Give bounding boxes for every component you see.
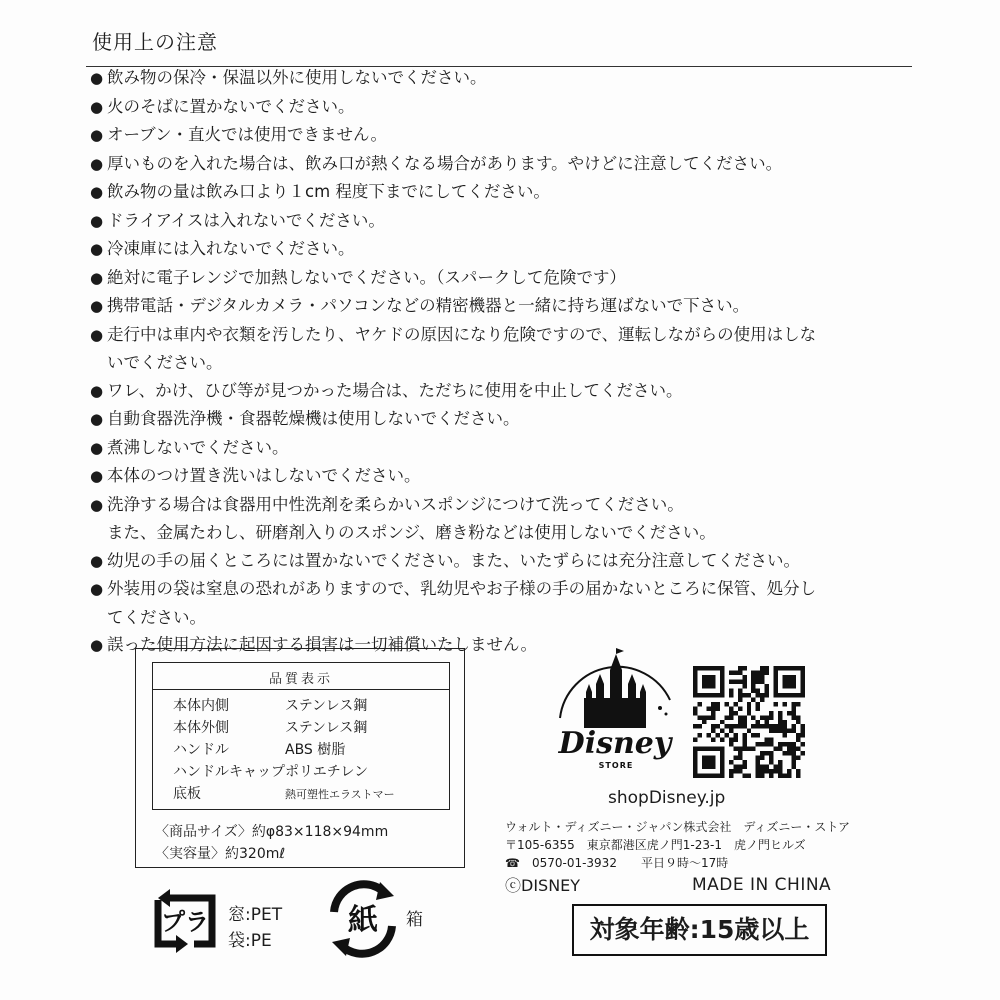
caution-text: 自動食器洗浄機・食器乾燥機は使用しないでください。: [107, 409, 520, 428]
caution-item: [90, 121, 910, 150]
logo-wordmark: Disney: [558, 726, 672, 761]
bullet-icon: ●: [90, 495, 104, 514]
bullet-icon: ●: [90, 154, 104, 173]
caution-text: 冷凍庫には入れないでください。: [107, 239, 355, 258]
caution-item: [90, 93, 910, 122]
quality-table: [152, 662, 450, 810]
caution-text: 絶対に電子レンジで加熱しないでください。（スパークして危険です）: [107, 267, 626, 287]
quality-title: 品質表示: [268, 672, 333, 687]
quality-row: [173, 695, 367, 715]
quality-part: 本体内側: [173, 698, 229, 714]
copyright: ⓒDISNEY: [505, 876, 581, 895]
age-label: 対象年齢:15歳以上: [572, 904, 827, 956]
bullet-icon: ●: [90, 467, 104, 485]
caution-list: [90, 64, 910, 660]
bullet-icon: ●: [90, 580, 104, 598]
company-name: ウォルト・ディズニー・ジャパン株式会社 ディズニー・ストア: [505, 820, 851, 834]
made-in: MADE IN CHINA: [692, 875, 832, 895]
bullet-icon: ●: [90, 325, 104, 344]
caution-text: 洗浄する場合は食器用中性洗剤を柔らかいスポンジにつけて洗ってください。: [107, 494, 684, 514]
disney-store-logo: [540, 648, 690, 778]
quality-material: ポリエチレン: [285, 764, 369, 780]
quality-row: [173, 783, 395, 803]
caution-text: 火のそばに置かないでください。: [107, 96, 355, 116]
material-window: 窓:PET: [228, 905, 283, 925]
caution-item: [90, 150, 910, 179]
bullet-icon: ●: [90, 126, 104, 144]
quality-material: ステンレス鋼: [285, 720, 368, 736]
caution-text: 外装用の袋は窒息の恐れがありますので、乳幼児やお子様の手の届かないところに保管、処分し: [107, 579, 817, 598]
quality-material: ABS 樹脂: [285, 742, 346, 758]
bullet-icon: ●: [90, 183, 104, 201]
bullet-icon: ●: [90, 636, 104, 654]
quality-part: ハンドル: [173, 742, 229, 758]
quality-part: 本体外側: [173, 720, 229, 736]
quality-part: ハンドルキャップ: [173, 764, 285, 780]
caution-text: ドライアイスは入れないでください。: [107, 210, 385, 230]
caution-text: オーブン・直火では使用できません。: [107, 125, 388, 144]
bullet-icon: ●: [90, 438, 104, 457]
caution-text: 本体のつけ置き洗いはしないでください。: [107, 466, 421, 485]
caution-item: [90, 178, 910, 207]
bullet-icon: ●: [90, 410, 104, 428]
caution-item: [90, 434, 910, 463]
shop-url: shopDisney.jp: [608, 788, 726, 808]
caution-item: [90, 292, 910, 321]
logo-store-text: STORE: [598, 761, 634, 770]
caution-item: [90, 207, 910, 236]
bullet-icon: ●: [90, 69, 104, 87]
caution-item: [90, 377, 910, 406]
caution-item: [90, 575, 910, 604]
castle-icon: [584, 648, 646, 728]
caution-item: [90, 547, 910, 576]
company-address: 〒105-6355 東京都港区虎ノ門1-23-1 虎ノ門ヒルズ: [505, 838, 806, 852]
caution-text: また、金属たわし、研磨剤入りのスポンジ、磨き粉などは使用しないでください。: [107, 523, 716, 542]
paper-recycle-icon: [322, 878, 404, 960]
quality-material: ステンレス鋼: [285, 698, 368, 714]
bullet-icon: ●: [90, 97, 104, 116]
caution-heading: 使用上の注意: [92, 30, 218, 54]
caution-text: ワレ、かけ、ひび等が見つかった場合は、ただちに使用を中止してください。: [107, 380, 683, 400]
caution-item: [90, 462, 910, 491]
caution-item: [90, 235, 910, 264]
bullet-icon: ●: [90, 381, 104, 400]
quality-row: [173, 761, 368, 781]
caution-item: [90, 405, 910, 434]
material-bag: 袋:PE: [228, 931, 272, 951]
bullet-icon: ●: [90, 268, 104, 287]
caution-item: [90, 349, 910, 377]
caution-text: てください。: [107, 607, 206, 627]
bullet-icon: ●: [90, 551, 104, 570]
quality-title-rule: [153, 689, 449, 690]
caution-text: 厚いものを入れた場合は、飲み口が熱くなる場合があります。やけどに注意してください。: [107, 153, 783, 173]
caution-text: 飲み物の保冷・保温以外に使用しないでください。: [107, 68, 487, 87]
bullet-icon: ●: [90, 240, 104, 258]
pla-mark-text: プラ: [161, 908, 209, 936]
qr-code-icon[interactable]: [693, 666, 805, 778]
company-phone: ☎ 0570-01-3932 平日９時～17時: [505, 856, 729, 870]
product-size: 〈商品サイズ〉約φ83×118×94mm: [155, 824, 389, 840]
caution-item: [90, 604, 910, 632]
caution-text: いでください。: [107, 353, 223, 372]
pla-recycle-icon: [150, 888, 220, 956]
caution-item: [90, 491, 910, 520]
capacity: 〈実容量〉約320mℓ: [155, 846, 286, 862]
quality-row: [173, 717, 367, 737]
bullet-icon: ●: [90, 297, 104, 315]
caution-item: [90, 519, 910, 547]
caution-text: 走行中は車内や衣類を汚したり、ヤケドの原因になり危険ですので、運転しながらの使用はしな: [107, 324, 817, 344]
caution-item: [90, 321, 910, 350]
paper-mark-text: 紙: [348, 903, 378, 938]
caution-text: 飲み物の量は飲み口より１cm 程度下までにしてください。: [107, 182, 550, 201]
caution-text: 煮沸しないでください。: [107, 437, 289, 457]
caution-item: [90, 264, 910, 293]
paper-box-label: 箱: [406, 910, 423, 930]
quality-part: 底板: [173, 786, 201, 802]
caution-item: [90, 64, 910, 93]
quality-row: [173, 739, 345, 759]
caution-text: 誤った使用方法に起因する損害は一切補償いたしません。: [107, 635, 537, 654]
bullet-icon: ●: [90, 211, 104, 230]
caution-text: 携帯電話・デジタルカメラ・パソコンなどの精密機器と一緒に持ち運ばないで下さい。: [107, 296, 750, 315]
caution-text: 幼児の手の届くところには置かないでください。また、いたずらには充分注意してください。: [107, 550, 800, 570]
quality-material: 熱可塑性エラストマー: [285, 788, 395, 801]
